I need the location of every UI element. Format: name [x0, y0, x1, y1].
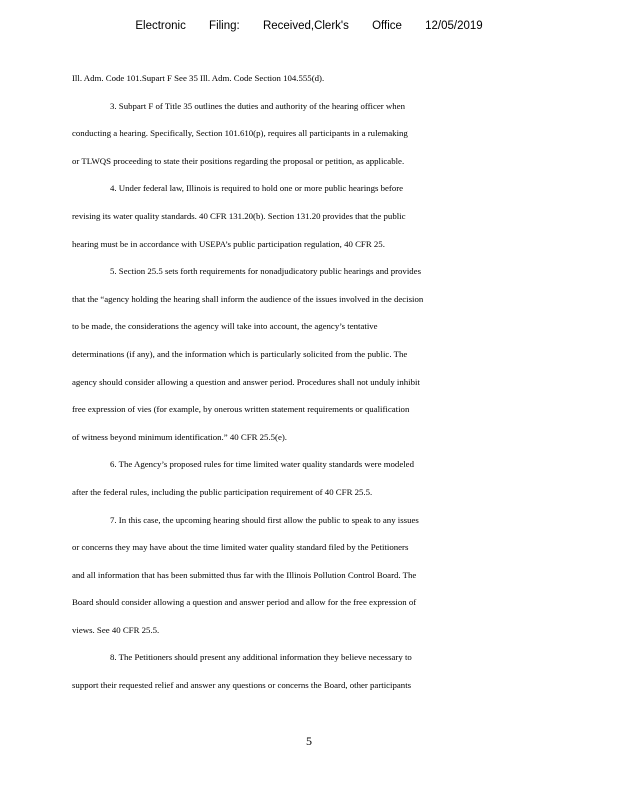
header-office: Office [372, 20, 402, 32]
header-received: Received,Clerk's [262, 20, 349, 32]
filing-header [0, 20, 618, 32]
paragraph-4-start: 4. Under federal law, Illinois is required to hold one or more public hearings before [110, 183, 404, 194]
paragraph-8-start: 8. The Petitioners should present any additional information they believe necessary to [110, 652, 412, 663]
text-line: Board should consider allowing a question and answer period and allow for the free expression of [72, 597, 417, 608]
text-line: free expression of vies (for example, by onerous written statement requirements or qualification [72, 404, 410, 415]
paragraph-5-start: 5. Section 25.5 sets forth requirements for nonadjudicatory public hearings and provides [110, 266, 421, 277]
paragraph-3-start: 3. Subpart F of Title 35 outlines the duties and authority of the hearing officer when [110, 100, 405, 111]
text-line: determinations (if any), and the information which is particularly solicited from the public. The [72, 348, 408, 359]
text-line: revising its water quality standards. 40 CFR 131.20(b). Section 131.20 provides that the public [72, 210, 406, 221]
text-line: conducting a hearing. Specifically, Section 101.610(p), requires all participants in a rulemaking [72, 128, 408, 139]
paragraph-6-start: 6. The Agency’s proposed rules for time limited water quality standards were modeled [110, 459, 414, 470]
text-line: views. See 40 CFR 25.5. [72, 624, 160, 635]
text-line: of witness beyond minimum identification.” 40 CFR 25.5(e). [72, 431, 288, 442]
text-line: that the “agency holding the hearing shall inform the audience of the issues involved in the decision [72, 293, 424, 304]
header-filing: Filing: [209, 20, 240, 32]
header-electronic: Electronic [135, 20, 186, 32]
text-line: Ill. Adm. Code 101.Supart F See 35 Ill. Adm. Code Section 104.555(d). [72, 73, 325, 83]
page-number: 5 [306, 734, 312, 748]
text-line: agency should consider allowing a question and answer period. Procedures shall not unduly inhibit [72, 376, 420, 387]
text-line: to be made, the considerations the agency will take into account, the agency’s tentative [72, 321, 378, 332]
header-date: 12/05/2019 [425, 20, 483, 32]
text-line: support their requested relief and answer any questions or concerns the Board, other participants [72, 680, 412, 691]
paragraph-7-start: 7. In this case, the upcoming hearing should first allow the public to speak to any issues [110, 514, 419, 525]
text-line: or concerns they may have about the time limited water quality standard filed by the Petitioners [72, 542, 409, 553]
document-body [72, 70, 617, 705]
text-line: and all information that has been submitted thus far with the Illinois Pollution Control Board. The [72, 569, 417, 580]
text-line: or TLWQS proceeding to state their positions regarding the proposal or petition, as applicable. [72, 155, 405, 166]
text-line: hearing must be in accordance with USEPA’s public participation regulation, 40 CFR 25. [72, 238, 385, 249]
text-line: after the federal rules, including the public participation requirement of 40 CFR 25.5. [72, 486, 373, 497]
